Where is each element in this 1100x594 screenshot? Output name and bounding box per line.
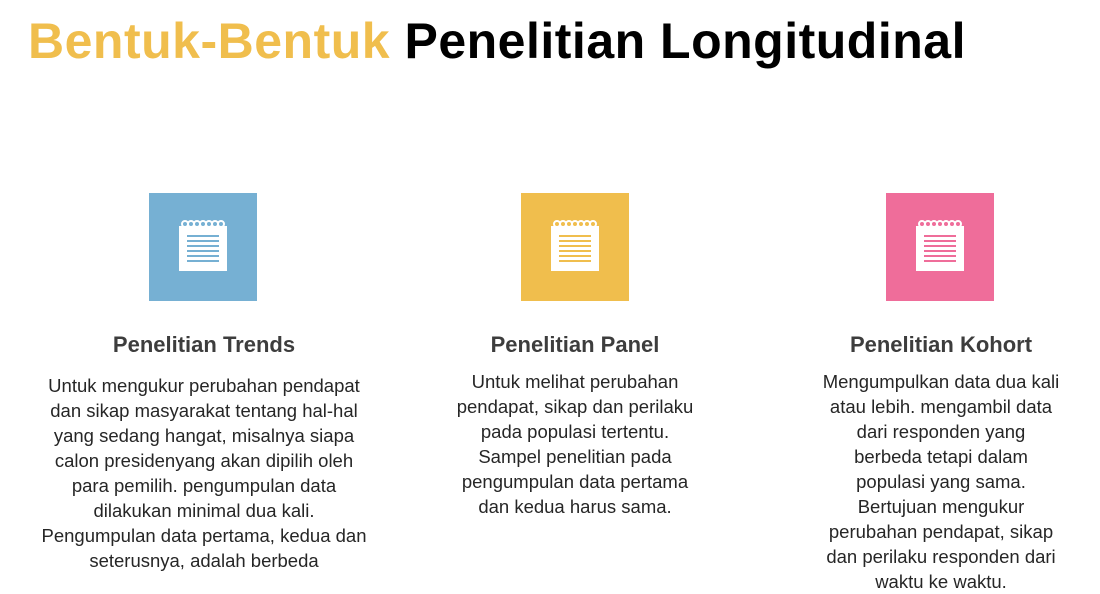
trends-heading: Penelitian Trends: [112, 332, 296, 357]
text-line: dilakukan minimal dua kali.: [93, 500, 315, 521]
kohort-heading: Penelitian Kohort: [849, 332, 1033, 357]
text-line: pengumpulan data pertama: [461, 471, 689, 492]
text-line: populasi yang sama.: [856, 471, 1026, 492]
text-line: dari responden yang: [856, 421, 1026, 442]
text-line: Untuk mengukur perubahan pendapat: [48, 375, 360, 396]
text-line: dan perilaku responden dari: [826, 546, 1056, 567]
kohort-icon-box: [886, 193, 994, 301]
text-line: perubahan pendapat, sikap: [828, 521, 1054, 542]
text-line: para pemilih. pengumpulan data: [71, 475, 337, 496]
text-line: Mengumpulkan data dua kali: [822, 371, 1060, 392]
title-main: Penelitian Longitudinal: [404, 13, 966, 69]
page-title: [28, 10, 966, 72]
text-line: berbeda tetapi dalam: [854, 446, 1028, 467]
panel-icon-box: [521, 193, 629, 301]
text-line: Pengumpulan data pertama, kedua dan: [41, 525, 367, 546]
text-line: dan sikap masyarakat tentang hal-hal: [50, 400, 358, 421]
text-line: Untuk melihat perubahan: [471, 371, 679, 392]
text-line: yang sedang hangat, misalnya siapa: [53, 425, 355, 446]
text-line: pada populasi tertentu.: [480, 421, 670, 442]
text-line: calon presidenyang akan dipilih oleh: [54, 450, 354, 471]
text-line: Sampel penelitian pada: [478, 446, 672, 467]
text-line: dan kedua harus sama.: [478, 496, 672, 517]
text-line: seterusnya, adalah berbeda: [89, 550, 319, 571]
panel-heading: Penelitian Panel: [490, 332, 660, 357]
trends-icon-box: [149, 193, 257, 301]
text-line: atau lebih. mengambil data: [829, 396, 1053, 417]
text-line: waktu ke waktu.: [875, 571, 1007, 592]
text-line: pendapat, sikap dan perilaku: [456, 396, 694, 417]
text-line: Bertujuan mengukur: [857, 496, 1025, 517]
kohort-description: [786, 369, 1096, 594]
title-accent: Bentuk-Bentuk: [28, 13, 391, 69]
panel-description: [405, 369, 745, 519]
trends-description: [14, 373, 394, 573]
